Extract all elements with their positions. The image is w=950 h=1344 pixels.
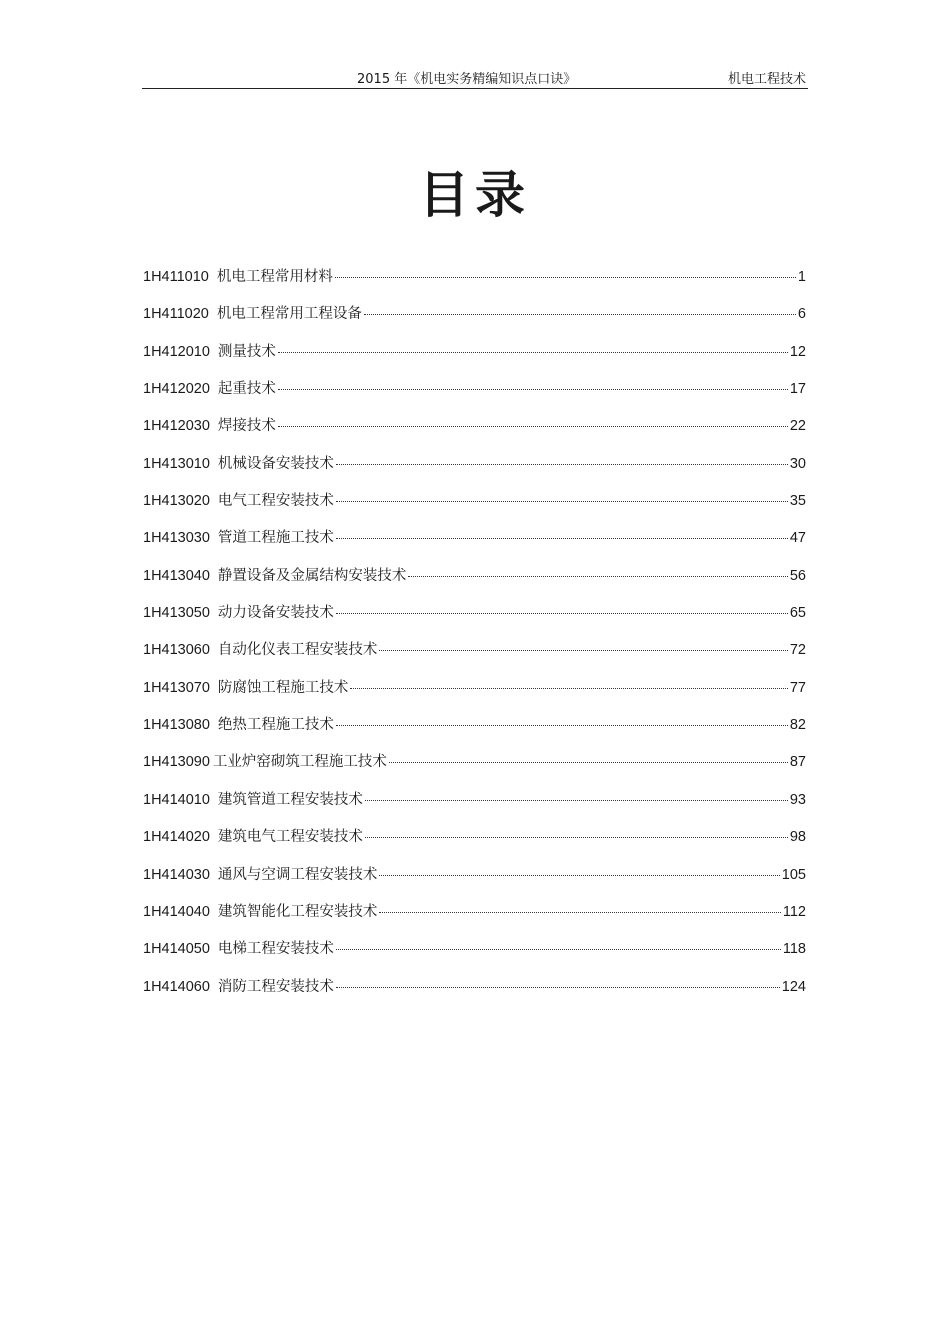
header-subject: 机电工程技术 [727, 72, 806, 87]
toc-entry-page: 105 [781, 866, 806, 883]
toc-entry-code: 1H412020 [143, 381, 210, 398]
toc-entry-title: 管道工程施工技术 [217, 530, 334, 547]
toc-entry[interactable] [143, 451, 806, 488]
table-of-contents [143, 264, 806, 1011]
toc-entry-page: 65 [789, 605, 806, 622]
toc-dot-leader [336, 538, 788, 539]
toc-dot-leader [365, 837, 788, 838]
toc-entry-page: 72 [789, 642, 806, 659]
toc-entry-title: 工业炉窑砌筑工程施工技术 [212, 754, 387, 771]
toc-entry-code: 1H413070 [143, 679, 210, 696]
toc-entry-page: 30 [789, 455, 806, 472]
toc-entry[interactable] [143, 488, 806, 525]
toc-entry-title: 建筑智能化工程安装技术 [217, 903, 378, 920]
toc-entry-page: 12 [789, 343, 806, 360]
toc-dot-leader [364, 314, 796, 315]
toc-dot-leader [336, 501, 788, 502]
toc-entry-page: 1 [797, 269, 806, 285]
toc-entry[interactable] [143, 563, 806, 600]
toc-entry-code: 1H412010 [143, 343, 210, 360]
toc-dot-leader [365, 800, 788, 801]
toc-entry-page: 82 [789, 717, 806, 734]
header-book-title: 2015 年《机电实务精编知识点口诀》 [357, 72, 577, 87]
toc-entry-code: 1H414010 [143, 791, 210, 808]
toc-entry-page: 22 [789, 418, 806, 435]
toc-entry-code: 1H413010 [143, 455, 210, 472]
toc-entry[interactable] [143, 675, 806, 712]
toc-dot-leader [336, 949, 781, 950]
toc-entry-code: 1H413060 [143, 642, 210, 659]
toc-dot-leader [278, 389, 788, 390]
toc-entry[interactable] [143, 824, 806, 861]
toc-entry-title: 动力设备安装技术 [217, 605, 334, 622]
toc-entry[interactable] [143, 712, 806, 749]
toc-entry[interactable] [143, 974, 806, 1011]
toc-entry-code: 1H413030 [143, 530, 210, 547]
toc-entry-page: 6 [797, 306, 806, 323]
toc-dot-leader [336, 987, 780, 988]
toc-entry-code: 1H414060 [143, 978, 210, 995]
toc-entry[interactable] [143, 862, 806, 899]
toc-entry-code: 1H413050 [143, 605, 210, 622]
toc-entry-code: 1H413020 [143, 493, 210, 510]
toc-entry-code: 1H413040 [143, 567, 210, 584]
toc-entry[interactable] [143, 600, 806, 637]
toc-entry-title: 测量技术 [217, 343, 276, 360]
toc-entry-code: 1H414020 [143, 829, 210, 846]
toc-entry-page: 17 [789, 381, 806, 398]
toc-entry[interactable] [143, 899, 806, 936]
toc-entry[interactable] [143, 749, 806, 786]
toc-entry-page: 124 [781, 978, 806, 995]
toc-entry-page: 77 [789, 679, 806, 696]
toc-dot-leader [336, 464, 788, 465]
toc-dot-leader [379, 912, 780, 913]
toc-entry[interactable] [143, 525, 806, 562]
toc-entry-title: 建筑电气工程安装技术 [217, 829, 363, 846]
toc-entry-code: 1H413080 [143, 717, 210, 734]
toc-entry-page: 47 [789, 530, 806, 547]
toc-entry-title: 机电工程常用工程设备 [216, 306, 362, 323]
toc-entry-page: 98 [789, 829, 806, 846]
toc-entry-code: 1H412030 [143, 418, 210, 435]
toc-entry-title: 绝热工程施工技术 [217, 717, 334, 734]
toc-dot-leader [350, 688, 787, 689]
toc-entry-code: 1H414040 [143, 903, 210, 920]
toc-dot-leader [335, 277, 796, 278]
toc-entry-title: 防腐蚀工程施工技术 [217, 679, 349, 696]
toc-entry-code: 1H414050 [143, 941, 210, 958]
toc-entry-title: 焊接技术 [217, 418, 276, 435]
toc-entry-title: 电气工程安装技术 [217, 493, 334, 510]
toc-entry-code: 1H411010 [143, 269, 209, 285]
toc-entry[interactable] [143, 787, 806, 824]
toc-entry[interactable] [143, 413, 806, 450]
toc-entry-title: 机电工程常用材料 [216, 269, 333, 285]
toc-dot-leader [379, 875, 779, 876]
toc-entry-title: 起重技术 [217, 381, 276, 398]
toc-entry-title: 消防工程安装技术 [217, 978, 334, 995]
toc-dot-leader [336, 725, 788, 726]
page-header [142, 66, 808, 89]
toc-entry-page: 35 [789, 493, 806, 510]
toc-entry-title: 电梯工程安装技术 [217, 941, 334, 958]
toc-entry-code: 1H413090 [143, 754, 210, 771]
toc-entry[interactable] [143, 264, 806, 301]
toc-dot-leader [278, 352, 788, 353]
toc-entry-title: 机械设备安装技术 [217, 455, 334, 472]
toc-entry[interactable] [143, 376, 806, 413]
toc-entry[interactable] [143, 301, 806, 338]
toc-dot-leader [379, 650, 787, 651]
toc-entry-page: 93 [789, 791, 806, 808]
toc-entry-code: 1H414030 [143, 866, 210, 883]
toc-entry[interactable] [143, 339, 806, 376]
page-title: 目录 [419, 165, 531, 224]
toc-entry[interactable] [143, 637, 806, 674]
toc-entry-code: 1H411020 [143, 306, 209, 323]
toc-dot-leader [278, 426, 788, 427]
toc-entry-page: 56 [789, 567, 806, 584]
toc-entry-title: 静置设备及金属结构安装技术 [217, 567, 407, 584]
toc-entry-title: 通风与空调工程安装技术 [217, 866, 378, 883]
toc-entry[interactable] [143, 936, 806, 973]
toc-dot-leader [336, 613, 788, 614]
toc-entry-page: 112 [782, 903, 806, 920]
toc-entry-title: 建筑管道工程安装技术 [217, 791, 363, 808]
toc-entry-page: 118 [782, 941, 806, 958]
toc-dot-leader [408, 576, 787, 577]
toc-dot-leader [389, 762, 788, 763]
toc-entry-title: 自动化仪表工程安装技术 [217, 642, 378, 659]
toc-entry-page: 87 [789, 754, 806, 771]
